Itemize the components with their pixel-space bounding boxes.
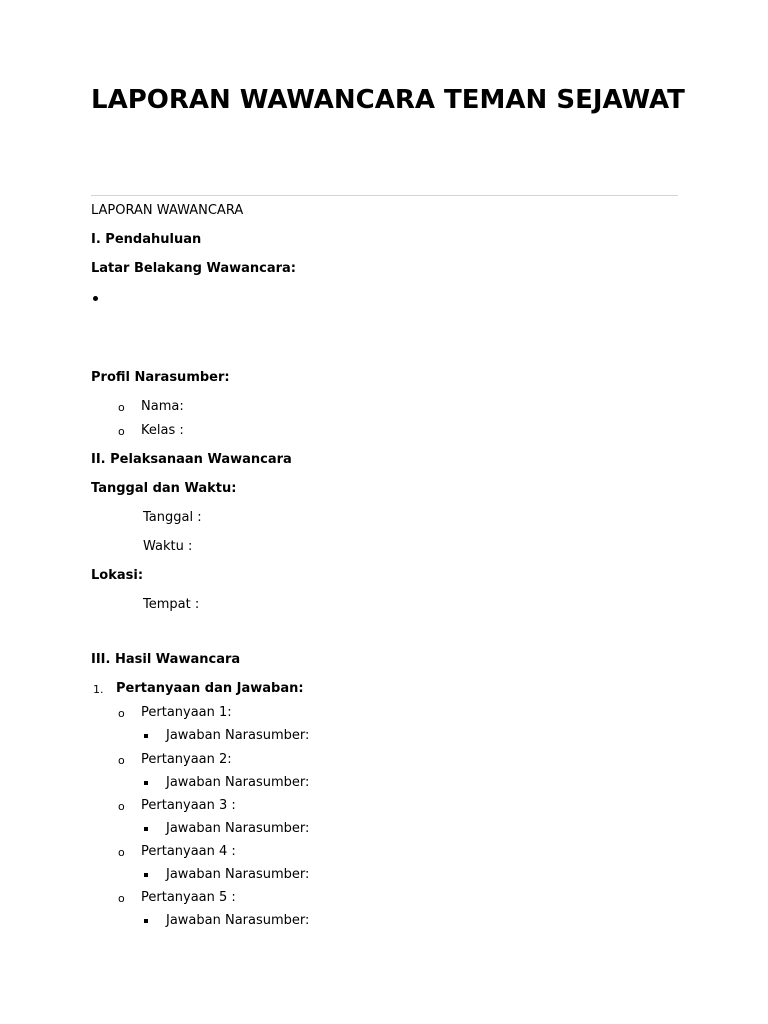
square-bullet	[144, 781, 148, 785]
section-1-title: I. Pendahuluan	[91, 232, 202, 247]
section-2-title: II. Pelaksanaan Wawancara	[91, 452, 292, 467]
square-bullet	[144, 873, 148, 877]
title-divider	[91, 195, 678, 196]
answer-5: Jawaban Narasumber:	[166, 913, 310, 928]
empty-bullet	[93, 296, 98, 301]
location-label: Lokasi:	[91, 568, 144, 583]
time-field: Waktu :	[143, 539, 193, 554]
question-5: Pertanyaan 5 :	[141, 890, 236, 905]
list-number: 1.	[93, 683, 104, 696]
square-bullet	[144, 734, 148, 738]
square-bullet	[144, 919, 148, 923]
report-heading: LAPORAN WAWANCARA	[91, 203, 244, 218]
circle-bullet: o	[118, 707, 125, 720]
answer-3: Jawaban Narasumber:	[166, 821, 310, 836]
circle-bullet: o	[118, 892, 125, 905]
background-label: Latar Belakang Wawancara:	[91, 261, 296, 276]
answer-2: Jawaban Narasumber:	[166, 775, 310, 790]
square-bullet	[144, 827, 148, 831]
answer-4: Jawaban Narasumber:	[166, 867, 310, 882]
question-1: Pertanyaan 1:	[141, 705, 232, 720]
circle-bullet: o	[118, 754, 125, 767]
datetime-label: Tanggal dan Waktu:	[91, 481, 237, 496]
circle-bullet: o	[118, 425, 125, 438]
profile-name: Nama:	[141, 399, 184, 414]
circle-bullet: o	[118, 401, 125, 414]
answer-1: Jawaban Narasumber:	[166, 728, 310, 743]
place-field: Tempat :	[143, 597, 200, 612]
question-2: Pertanyaan 2:	[141, 752, 232, 767]
question-4: Pertanyaan 4 :	[141, 844, 236, 859]
date-field: Tanggal :	[143, 510, 202, 525]
section-3-title: III. Hasil Wawancara	[91, 652, 241, 667]
qa-label: Pertanyaan dan Jawaban:	[116, 681, 304, 696]
profile-label: Profil Narasumber:	[91, 370, 230, 385]
circle-bullet: o	[118, 846, 125, 859]
document-title: LAPORAN WAWANCARA TEMAN SEJAWAT	[91, 85, 685, 115]
circle-bullet: o	[118, 800, 125, 813]
question-3: Pertanyaan 3 :	[141, 798, 236, 813]
profile-class: Kelas :	[141, 423, 184, 438]
